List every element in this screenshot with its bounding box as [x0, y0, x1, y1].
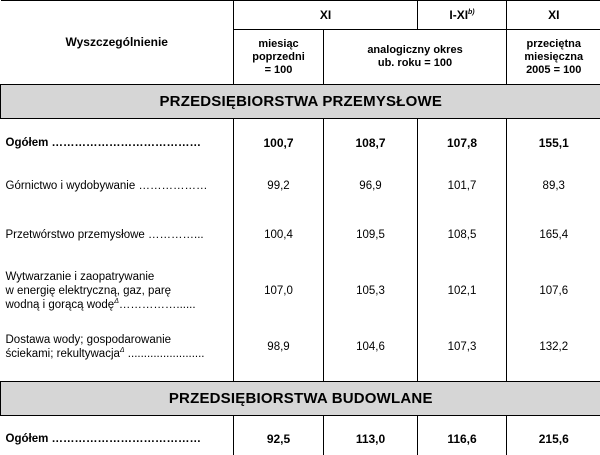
- value-cell: 108,7: [324, 127, 418, 160]
- subheader-analog-period: analogiczny okres ub. roku = 100: [324, 30, 507, 85]
- section-header-industrial: [1, 85, 600, 119]
- value-cell: 155,1: [507, 127, 600, 160]
- section-gap: [1, 370, 600, 382]
- row-label: Przetwórstwo przemysłowe …………...: [1, 212, 234, 258]
- value-cell: 107,8: [418, 127, 507, 160]
- section-title: PRZEDSIĘBIORSTWA PRZEMYSŁOWE: [1, 85, 600, 119]
- value-cell: 100,4: [234, 212, 324, 258]
- table-row: [1, 424, 600, 455]
- value-cell: 92,5: [234, 424, 324, 455]
- value-cell: 96,9: [324, 160, 418, 212]
- value-cell: 107,3: [418, 324, 507, 370]
- value-cell: 107,0: [234, 258, 324, 324]
- value-cell: 98,9: [234, 324, 324, 370]
- value-cell: 105,3: [324, 258, 418, 324]
- value-cell: 89,3: [507, 160, 600, 212]
- section-gap: [1, 119, 600, 127]
- row-label: Wytwarzanie i zaopatrywanie w energię elektryczną, gaz, parę wodną i gorącą wodę$^\Delta$……………......: [1, 258, 234, 324]
- table-row: [1, 127, 600, 160]
- table-row: [1, 324, 600, 370]
- value-cell: 113,0: [324, 424, 418, 455]
- section-header-construction: [1, 382, 600, 416]
- value-cell: 215,6: [507, 424, 600, 455]
- value-cell: 104,6: [324, 324, 418, 370]
- table-row: [1, 212, 600, 258]
- section-gap: [1, 416, 600, 424]
- value-cell: 132,2: [507, 324, 600, 370]
- value-cell: 101,7: [418, 160, 507, 212]
- subheader-prev-month: miesiąc poprzedni = 100: [234, 30, 324, 85]
- table-row: [1, 258, 600, 324]
- footnote-marker: b): [468, 9, 475, 16]
- row-label: Ogółem …………………………………: [1, 424, 234, 455]
- value-cell: 100,7: [234, 127, 324, 160]
- header-group-xi: XI: [234, 1, 418, 30]
- value-cell: 108,5: [418, 212, 507, 258]
- value-cell: 102,1: [418, 258, 507, 324]
- subheader-monthly-average: przeciętna miesięczna 2005 = 100: [507, 30, 600, 85]
- value-cell: 109,5: [324, 212, 418, 258]
- label-column-header: Wyszczególnienie: [1, 1, 234, 85]
- row-label: Dostawa wody; gospodarowanie ściekami; rekultywacja$^\Delta$ ........................: [1, 324, 234, 370]
- header-row-top: [1, 1, 600, 30]
- row-label: Górnictwo i wydobywanie ………………: [1, 160, 234, 212]
- value-cell: 165,4: [507, 212, 600, 258]
- value-cell: 116,6: [418, 424, 507, 455]
- table-row: [1, 160, 600, 212]
- header-group-i-xi: I-XI$^{b)}$: [418, 1, 507, 30]
- value-cell: 107,6: [507, 258, 600, 324]
- section-title: PRZEDSIĘBIORSTWA BUDOWLANE: [1, 382, 600, 416]
- row-label: Ogółem …………………………………: [1, 127, 234, 160]
- value-cell: 99,2: [234, 160, 324, 212]
- header-group-xi-avg: XI: [507, 1, 600, 30]
